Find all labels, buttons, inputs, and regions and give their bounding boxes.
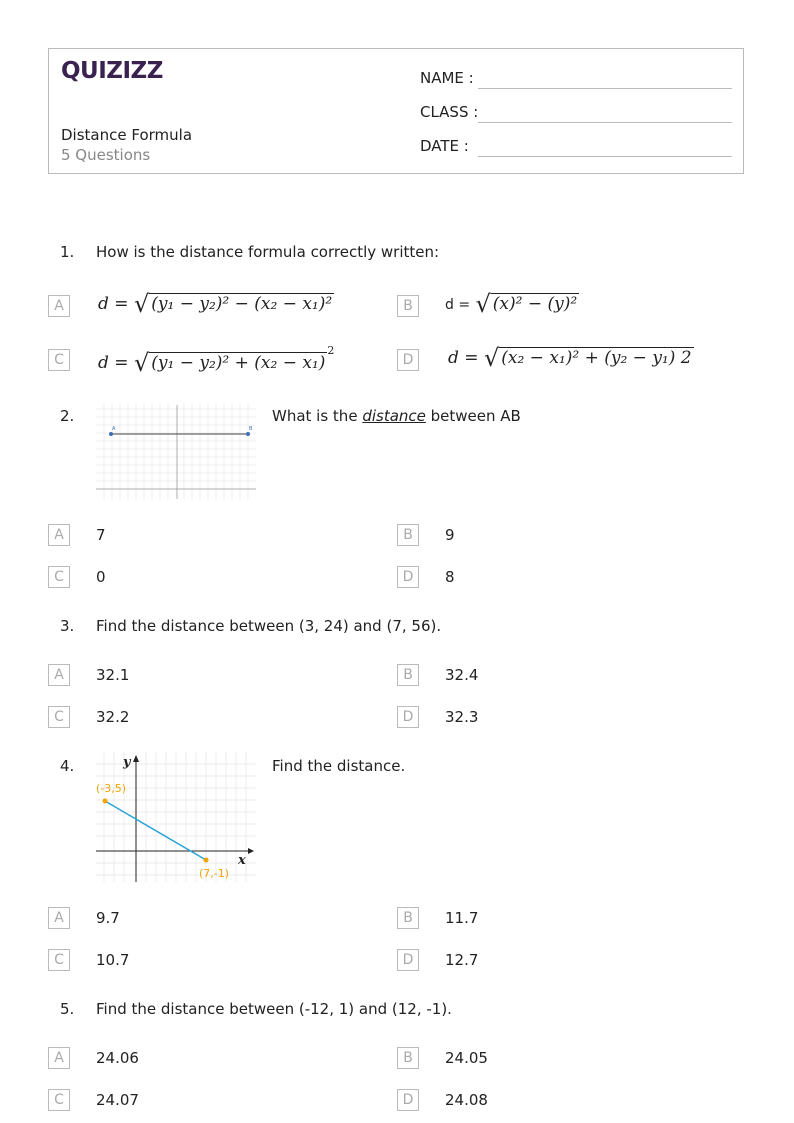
option-letter[interactable]: B xyxy=(397,1047,419,1069)
option-value: 24.05 xyxy=(445,1049,488,1067)
option-equation: d = √ (x₂ − x₁)² + (y₂ − y₁) 2 xyxy=(448,344,692,372)
option-letter[interactable]: D xyxy=(397,949,419,971)
option-letter[interactable]: B xyxy=(397,907,419,929)
question-number: 2. xyxy=(60,407,75,425)
coordinate-grid-ab xyxy=(96,403,256,499)
option-letter[interactable]: B xyxy=(397,664,419,686)
question-number: 3. xyxy=(60,617,75,635)
y-axis-label: y xyxy=(123,755,131,770)
x-axis-label: x xyxy=(238,853,246,868)
option-equation: d = √ (y₁ − y₂)² − (x₂ − x₁)² xyxy=(98,290,333,318)
option-value: 24.07 xyxy=(96,1091,139,1109)
question-text: How is the distance formula correctly written: xyxy=(96,243,440,261)
worksheet-title: Distance Formula xyxy=(61,126,193,144)
option-letter[interactable]: D xyxy=(397,566,419,588)
option-value: 11.7 xyxy=(445,909,479,927)
worksheet-subtitle: 5 Questions xyxy=(61,146,151,164)
option-letter[interactable]: D xyxy=(397,1089,419,1111)
option-value: 32.3 xyxy=(445,708,479,726)
option-letter[interactable]: C xyxy=(48,349,70,371)
point-a-label: A xyxy=(112,426,116,432)
option-letter[interactable]: A xyxy=(48,1047,70,1069)
option-value: 9 xyxy=(445,526,455,544)
point-1-label: (-3,5) xyxy=(96,782,127,795)
question-number: 4. xyxy=(60,757,75,775)
option-value: 24.06 xyxy=(96,1049,139,1067)
question-number: 5. xyxy=(60,1000,75,1018)
quizizz-logo: QUIZIZZ xyxy=(61,58,163,84)
point-b-label: B xyxy=(249,426,253,432)
option-letter[interactable]: B xyxy=(397,295,419,317)
option-value: 10.7 xyxy=(96,951,130,969)
class-line[interactable] xyxy=(478,122,732,123)
option-value: 32.2 xyxy=(96,708,130,726)
option-equation: d = √ (x)² − (y)² xyxy=(445,290,578,318)
option-letter[interactable]: B xyxy=(397,524,419,546)
question-text: Find the distance between (3, 24) and (7, 56). xyxy=(96,617,442,635)
option-letter[interactable]: C xyxy=(48,949,70,971)
option-letter[interactable]: C xyxy=(48,566,70,588)
question-text: What is the distance between AB xyxy=(272,407,521,425)
option-letter[interactable]: A xyxy=(48,295,70,317)
option-value: 0 xyxy=(96,568,106,586)
option-value: 32.4 xyxy=(445,666,479,684)
question-number: 1. xyxy=(60,243,75,261)
question-text: Find the distance between (-12, 1) and (12, -1). xyxy=(96,1000,452,1018)
option-value: 9.7 xyxy=(96,909,120,927)
name-label: NAME : xyxy=(420,69,474,87)
point-1 xyxy=(103,799,108,804)
coordinate-graph-line xyxy=(96,752,256,882)
option-equation: d = √ $(y_1 - y_2)^2 + (x_2 - x_1)^2$ xyxy=(98,344,335,377)
option-letter[interactable]: A xyxy=(48,524,70,546)
option-value: 12.7 xyxy=(445,951,479,969)
option-letter[interactable]: A xyxy=(48,907,70,929)
point-2 xyxy=(204,858,209,863)
option-letter[interactable]: C xyxy=(48,706,70,728)
name-line[interactable] xyxy=(478,88,732,89)
option-letter[interactable]: D xyxy=(397,349,419,371)
question-text: Find the distance. xyxy=(272,757,406,775)
point-2-label: (7,-1) xyxy=(199,867,230,880)
option-value: 7 xyxy=(96,526,106,544)
date-label: DATE : xyxy=(420,137,469,155)
option-letter[interactable]: D xyxy=(397,706,419,728)
option-letter[interactable]: A xyxy=(48,664,70,686)
class-label: CLASS : xyxy=(420,103,479,121)
option-value: 8 xyxy=(445,568,455,586)
option-value: 32.1 xyxy=(96,666,130,684)
option-value: 24.08 xyxy=(445,1091,488,1109)
option-letter[interactable]: C xyxy=(48,1089,70,1111)
date-line[interactable] xyxy=(478,156,732,157)
